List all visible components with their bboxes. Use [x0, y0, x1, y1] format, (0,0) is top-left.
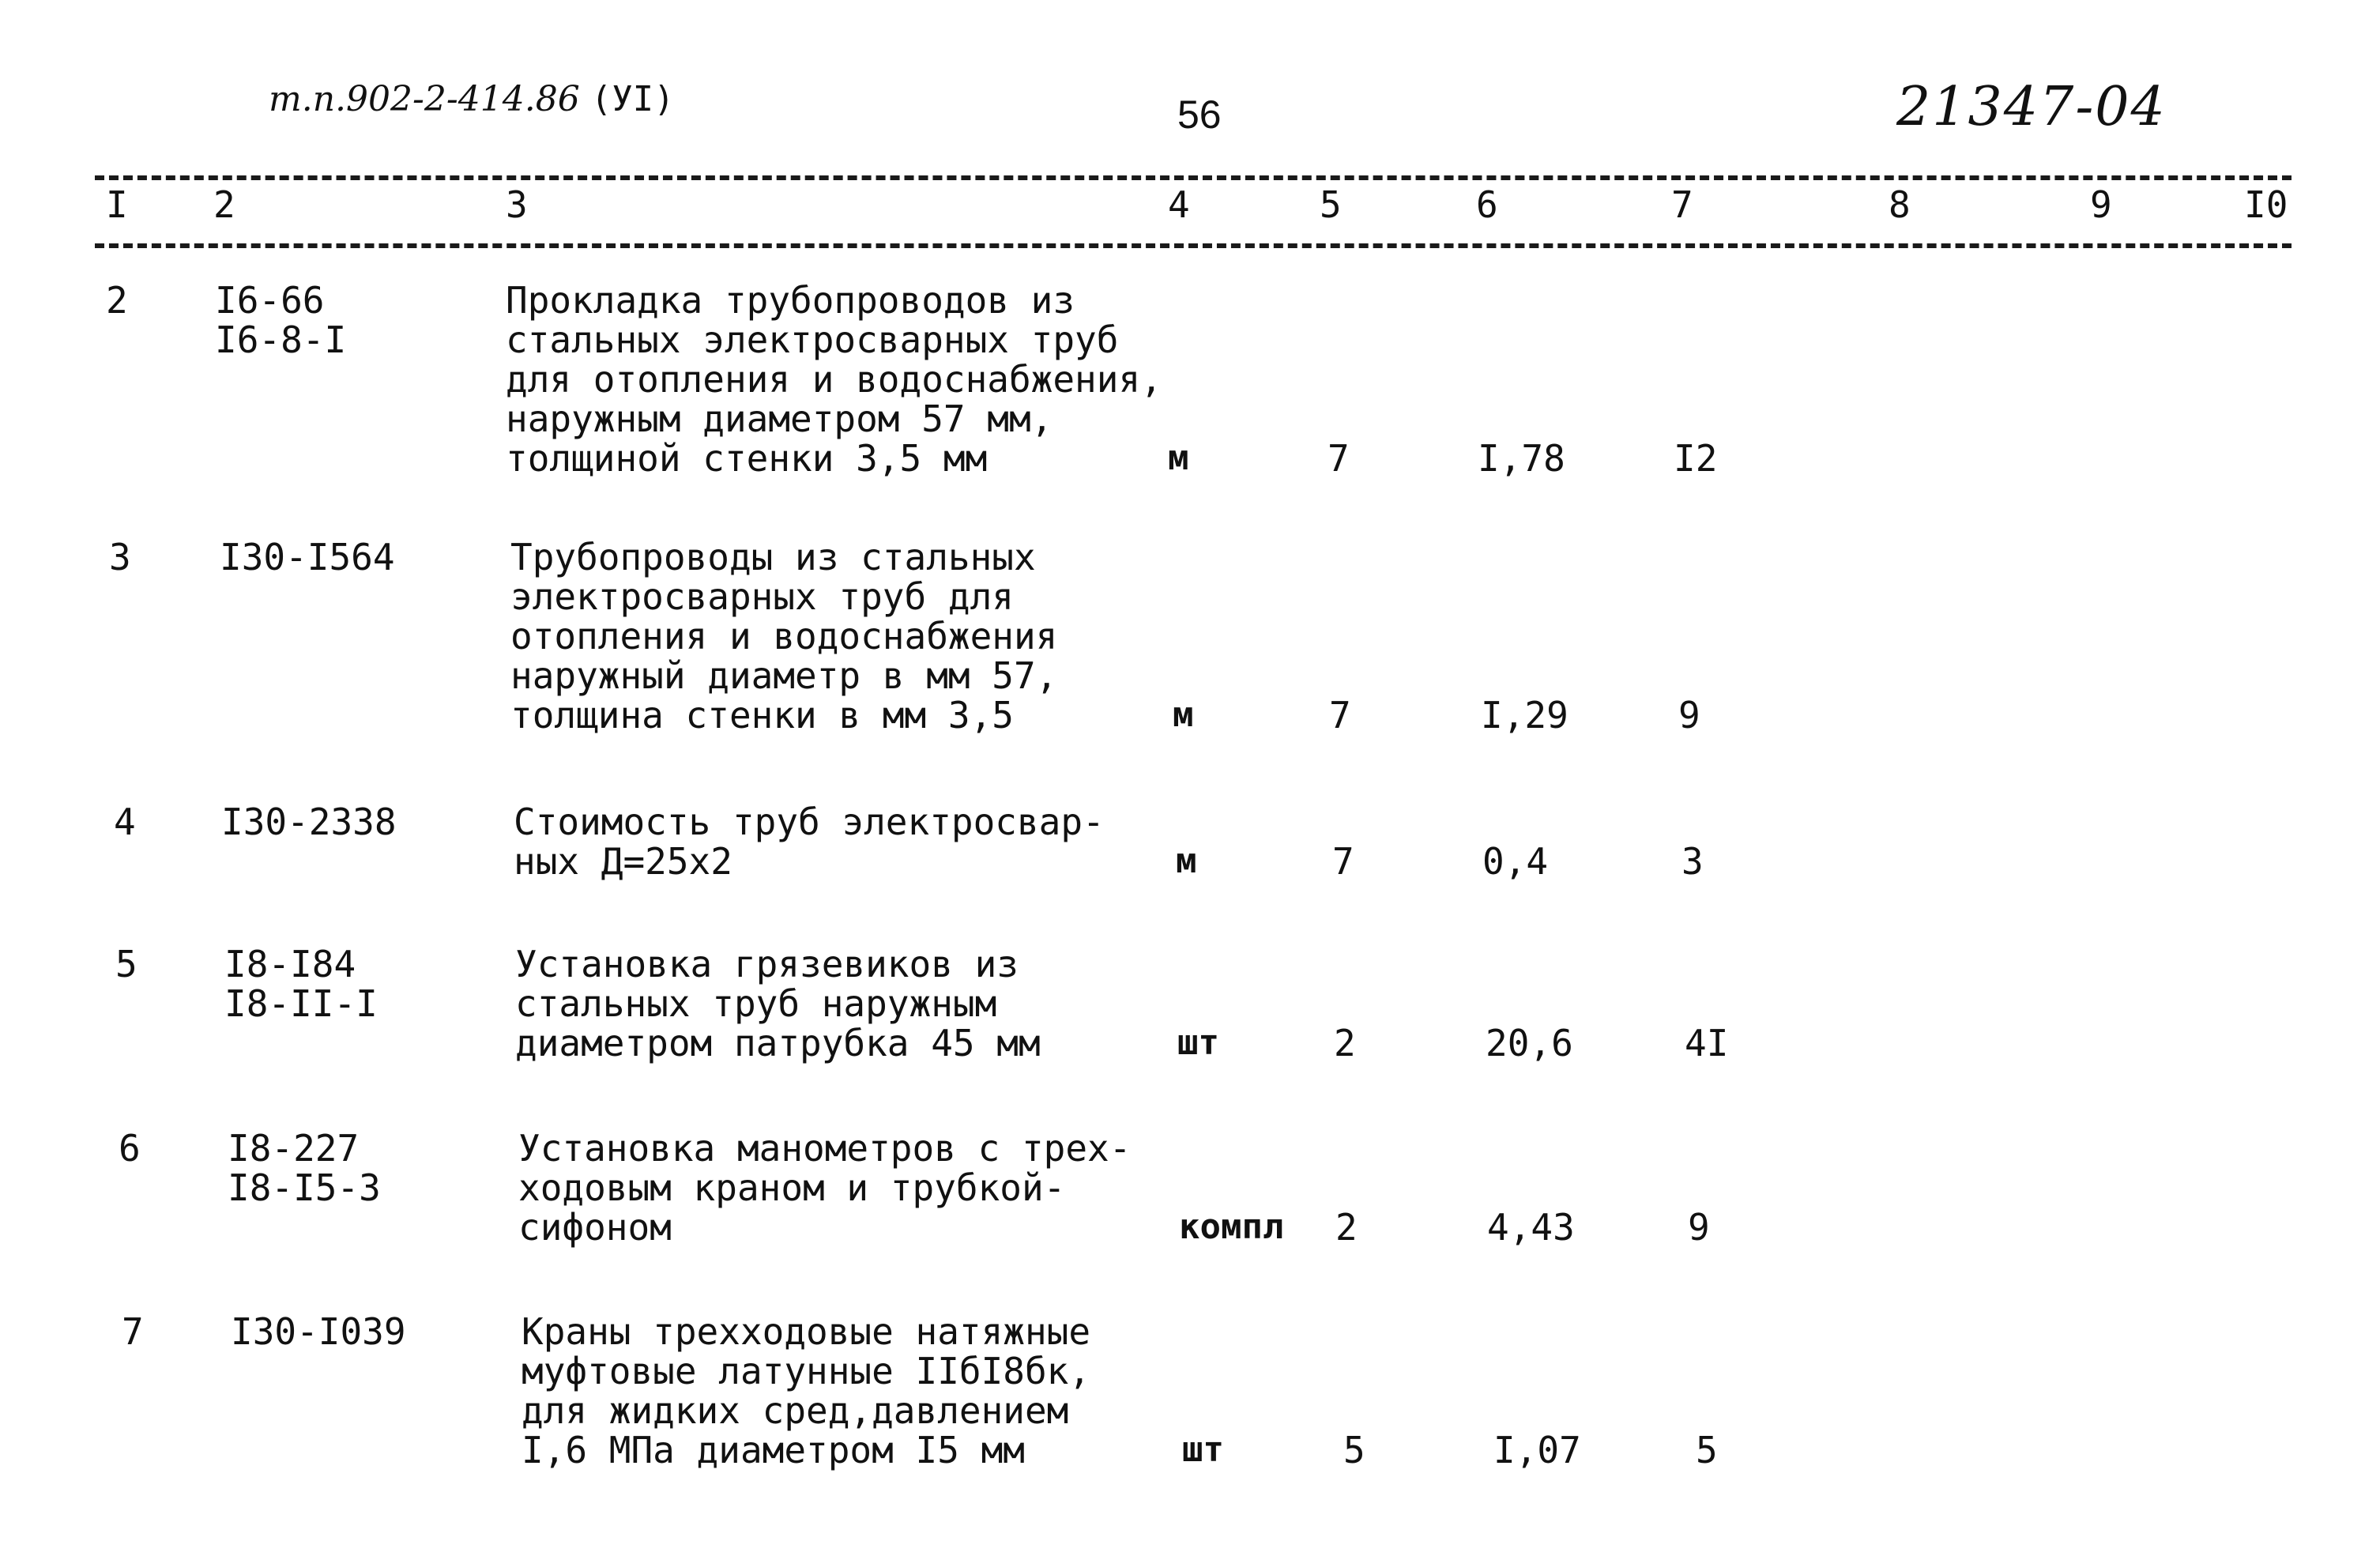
total-cost: 9 [1688, 1206, 1710, 1249]
col-number-4: 4 [1168, 183, 1190, 226]
col-number-7: 7 [1671, 183, 1693, 226]
rate-code: I30-I039 [231, 1310, 406, 1353]
quantity: 2 [1334, 1022, 1356, 1064]
volume-text: (УI) [590, 79, 675, 119]
unit-of-measure: м [1173, 695, 1194, 735]
work-description: Стоимость труб электросвар- ных Д=25х2 [514, 801, 1105, 883]
unit-of-measure: м [1168, 438, 1189, 478]
work-description: Трубопроводы из стальных электросварных труб для отопления и водоснабжения наружный диаметр в мм 57, толщина стенки в мм 3,5 [510, 536, 1058, 737]
header-rule-bottom [95, 243, 2292, 248]
unit-price: I,07 [1493, 1429, 1581, 1471]
col-number-10: I0 [2244, 183, 2288, 226]
rate-code: I30-2338 [221, 801, 397, 843]
unit-price: 4,43 [1487, 1206, 1575, 1249]
unit-price: 0,4 [1482, 840, 1549, 883]
work-description: Установка манометров с трех- ходовым краном и трубкой- сифоном [518, 1127, 1132, 1249]
rate-code: I8-I84 I8-II-I [224, 943, 378, 1025]
row-number: 7 [122, 1310, 144, 1353]
total-cost: 9 [1678, 694, 1700, 737]
document-code [269, 79, 675, 119]
row-number: 3 [109, 536, 131, 578]
header-rule-top [95, 175, 2292, 180]
quantity: 5 [1343, 1429, 1365, 1471]
unit-of-measure: компл [1179, 1207, 1284, 1247]
quantity: 7 [1332, 840, 1354, 883]
doc-code-text: т.п.902-2-414.86 [269, 79, 580, 119]
rate-code: I6-66 I6-8-I [215, 279, 347, 361]
col-number-2: 2 [213, 183, 235, 226]
total-cost: I2 [1674, 437, 1718, 480]
total-cost: 4I [1685, 1022, 1729, 1064]
total-cost: 5 [1696, 1429, 1718, 1471]
unit-price: I,29 [1481, 694, 1568, 737]
row-number: 4 [114, 801, 136, 843]
unit-of-measure: м [1176, 841, 1197, 881]
row-number: 5 [115, 943, 137, 985]
work-description: Краны трехходовые натяжные муфтовые латунные IIбI8бк, для жидких сред,давлением I,6 МПа диаметром I5 мм [522, 1310, 1091, 1471]
col-number-3: 3 [506, 183, 528, 226]
work-description: Прокладка трубопроводов из стальных электросварных труб для отопления и водоснабжения, наружным диаметром 57 мм, толщиной стенки 3,5 мм [506, 279, 1162, 480]
row-number: 2 [106, 279, 128, 322]
col-number-9: 9 [2090, 183, 2112, 226]
total-cost: 3 [1681, 840, 1704, 883]
quantity: 2 [1335, 1206, 1358, 1249]
unit-of-measure: шт [1177, 1023, 1219, 1063]
work-description: Установка грязевиков из стальных труб наружным диаметром патрубка 45 мм [515, 943, 1041, 1064]
col-number-5: 5 [1320, 183, 1342, 226]
unit-of-measure: шт [1182, 1430, 1224, 1470]
col-number-1: I [106, 183, 128, 226]
col-number-8: 8 [1889, 183, 1911, 226]
rate-code: I30-I564 [220, 536, 395, 578]
quantity: 7 [1329, 694, 1351, 737]
unit-price: I,78 [1478, 437, 1565, 480]
rate-code: I8-227 I8-I5-3 [228, 1127, 381, 1209]
page-number: 56 [1177, 92, 1222, 137]
archive-number: 21347-04 [1896, 76, 2167, 138]
col-number-6: 6 [1476, 183, 1498, 226]
quantity: 7 [1327, 437, 1350, 480]
row-number: 6 [119, 1127, 141, 1170]
unit-price: 20,6 [1486, 1022, 1573, 1064]
